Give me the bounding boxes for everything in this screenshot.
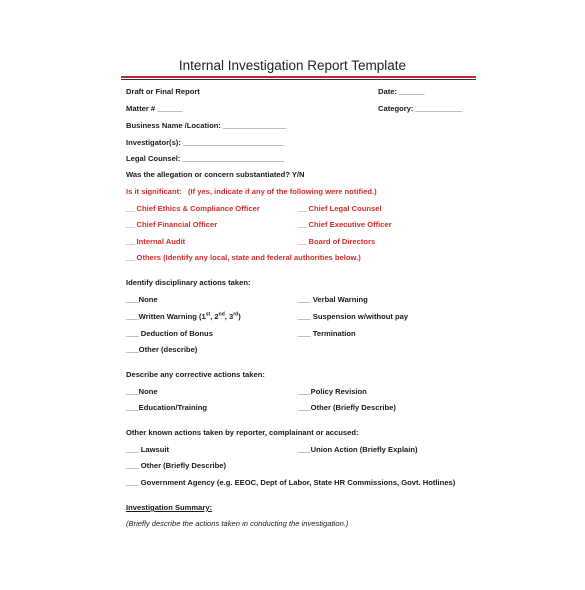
disciplinary-deduction: ___ Deduction of Bonus [126, 329, 213, 338]
matter-field: Matter # ______ [126, 104, 183, 113]
disciplinary-verbal-warning: ___ Verbal Warning [298, 295, 368, 304]
significant-label: Is it significant: [126, 187, 182, 196]
known-government-agency: ___ Government Agency (e.g. EEOC, Dept of Labor, State HR Commissions, Govt. Hotlines) [126, 478, 456, 487]
corrective-other: ___Other (Briefly Describe) [298, 403, 396, 412]
allegation-question: Was the allegation or concern substantiated? Y/N [126, 170, 305, 179]
summary-heading: Investigation Summary: [126, 503, 213, 512]
document-title: Internal Investigation Report Template [178, 58, 407, 73]
disciplinary-heading: Identify disciplinary actions taken: [126, 278, 251, 287]
corrective-policy-revision: ___Policy Revision [298, 387, 367, 396]
title-rule-red [121, 76, 476, 78]
disciplinary-suspension: ___ Suspension w/without pay [298, 312, 409, 321]
known-lawsuit: ___ Lawsuit [126, 445, 170, 454]
disciplinary-none: ___None [126, 295, 158, 304]
date-field: Date: ______ [378, 87, 425, 96]
known-other: ___ Other (Briefly Describe) [126, 461, 227, 470]
legal-counsel-field: Legal Counsel: ________________________ [126, 154, 284, 163]
notified-internal-audit: __ Internal Audit [126, 237, 186, 246]
significant-hint: (If yes, indicate if any of the following were notified.) [188, 187, 377, 196]
notified-others: __ Others (Identify any local, state and federal authorities below.) [126, 253, 361, 262]
business-name-field: Business Name /Location: _______________ [126, 121, 287, 130]
category-field: Category: ___________ [378, 104, 463, 113]
corrective-education: ___Education/Training [126, 403, 208, 412]
known-actions-heading: Other known actions taken by reporter, complainant or accused: [126, 428, 359, 437]
known-union-action: ___Union Action (Briefly Explain) [298, 445, 418, 454]
disciplinary-termination: ___ Termination [298, 329, 356, 338]
notified-cfo: __ Chief Financial Officer [126, 220, 218, 229]
disciplinary-written-warning: ___Written Warning (1st, 2nd, 3rd) [126, 311, 241, 321]
notified-ethics-officer: __ Chief Ethics & Compliance Officer [126, 204, 260, 213]
notified-board: __ Board of Directors [298, 237, 376, 246]
notified-legal-counsel: __ Chief Legal Counsel [298, 204, 382, 213]
draft-final-field: Draft or Final Report [126, 87, 200, 96]
disciplinary-other: ___Other (describe) [126, 345, 198, 354]
notified-ceo: __ Chief Executive Officer [298, 220, 392, 229]
summary-description: (Briefly describe the actions taken in conducting the investigation.) [126, 519, 349, 528]
investigators-field: Investigator(s): ________________________ [126, 138, 285, 147]
corrective-heading: Describe any corrective actions taken: [126, 370, 265, 379]
title-rule-dark [121, 79, 476, 80]
corrective-none: ___None [126, 387, 158, 396]
